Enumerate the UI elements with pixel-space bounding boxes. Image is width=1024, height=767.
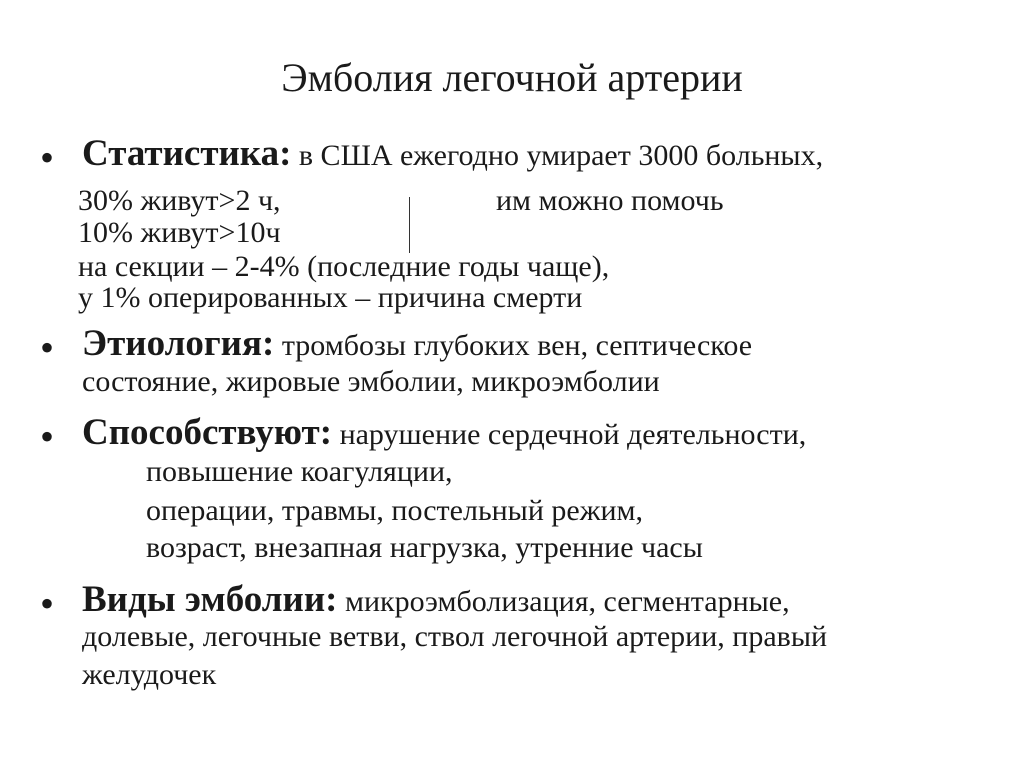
stats-line-3: на секции – 2-4% (последние годы чаще),	[78, 250, 610, 283]
stats-line-1-right: им можно помочь	[496, 184, 724, 217]
statistics-item	[82, 132, 823, 183]
statistics-heading: Статистика:	[82, 133, 292, 174]
types-line-3: желудочек	[82, 658, 217, 691]
statistics-text: в США ежегодно умирает 3000 больных,	[291, 139, 824, 172]
factors-line: операции, травмы, постельный режим,	[146, 494, 643, 527]
slide-title: Эмболия легочной артерии	[281, 55, 743, 100]
factors-text: нарушение сердечной деятельности,	[332, 418, 807, 451]
bullet-types: •	[40, 581, 55, 626]
bullet-statistics: •	[40, 135, 55, 180]
stats-line-1-left: 30% живут>2 ч,	[78, 184, 281, 217]
factors-line: возраст, внезапная нагрузка, утренние часы	[146, 531, 703, 564]
types-heading: Виды эмболии:	[82, 579, 338, 620]
etiology-heading: Этиология:	[82, 323, 275, 364]
types-text: микроэмболизация, сегментарные,	[337, 585, 790, 618]
factors-heading: Способствуют:	[82, 412, 333, 453]
bullet-etiology: •	[40, 325, 55, 370]
stats-line-4: у 1% оперированных – причина смерти	[78, 281, 583, 314]
types-line-2: долевые, легочные ветви, ствол легочной артерии, правый	[82, 620, 828, 653]
stats-line-2: 10% живут>10ч	[78, 216, 281, 249]
etiology-text: тромбозы глубоких вен, септическое	[274, 329, 753, 362]
bullet-factors: •	[40, 414, 55, 459]
factors-line: повышение коагуляции,	[146, 455, 453, 488]
stats-divider	[409, 197, 410, 253]
etiology-line-2: состояние, жировые эмболии, микроэмболии	[82, 365, 660, 398]
